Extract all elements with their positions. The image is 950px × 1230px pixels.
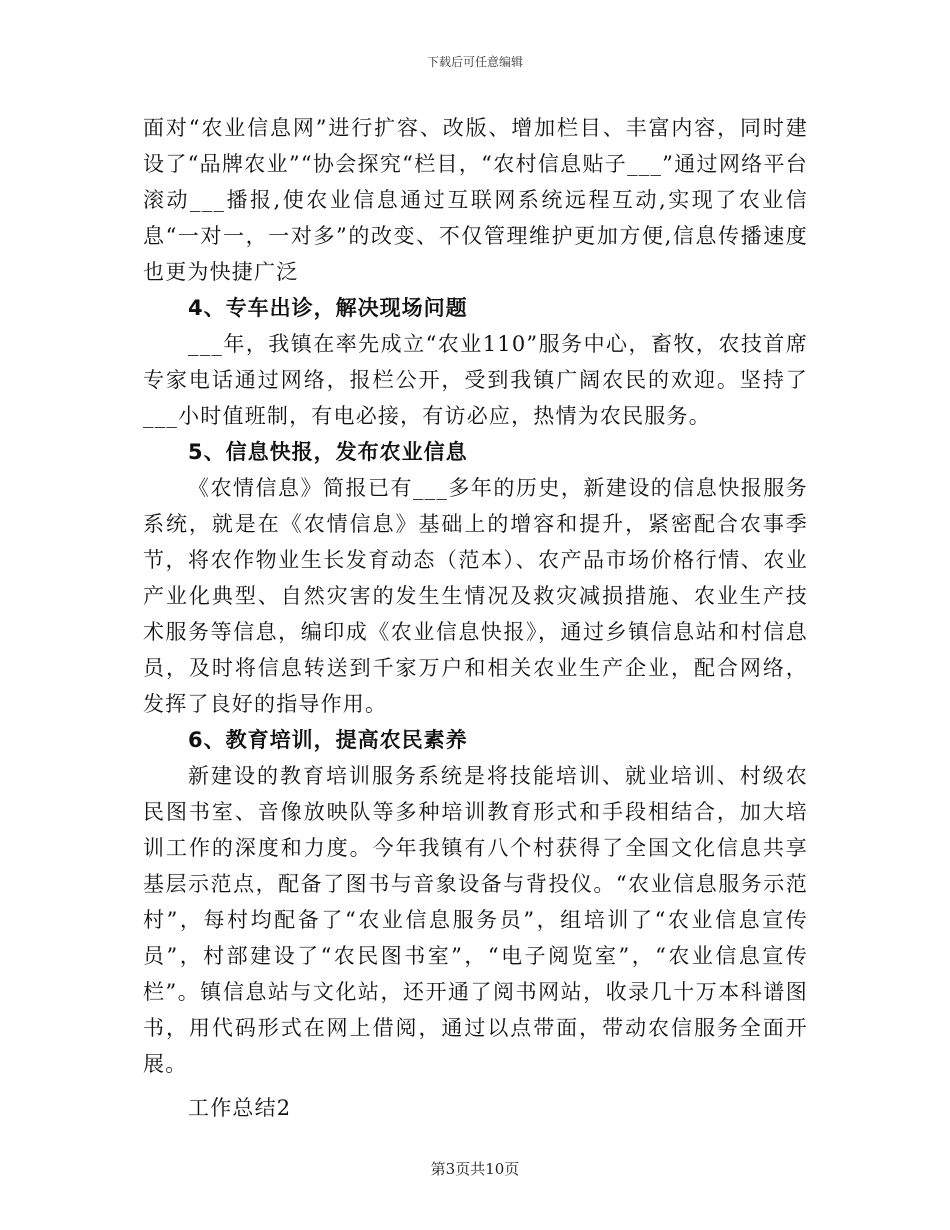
paragraph-education-training: 新建设的教育培训服务系统是将技能培训、就业培训、村级农民图书室、音像放映队等多种培训教育形式和手段相结合，加大培训工作的深度和力度。今年我镇有八个村获得了全国文化信息共享基层示范点，配备了图书与音象设备与背投仪。“农业信息服务示范村”，每村均配备了“农业信息服务员”，组培训了“农业信息宣传员”，村部建设了“农民图书室”，“电子阅览室”，“农业信息宣传栏”。镇信息站与文化站，还开通了阅书网站，收录几十万本科谱图书，用代码形式在网上借阅，通过以点带面，带动农信服务全面开展。 [143, 764, 808, 1076]
section-heading-6: 6、教育培训，提高农民素养 [188, 728, 468, 752]
paragraph-info-bulletin: 《农情信息》简报已有___多年的历史，新建设的信息快报服务系统，就是在《农情信息》基础上的增容和提升，紧密配合农事季节，将农作物业生长发育动态（范本）、农产品市场价格行情、农业产业化典型、自然灾害的发生生情况及救灾减损措施、农业生产技术服务等信息，编印成《农业信息快报》，通过乡镇信息站和村信息员，及时将信息转送到千家万户和相关农业生产企业，配合网络，发挥了良好的指导作用。 [143, 476, 808, 716]
page-footer: 第3页共10页 [430, 1160, 520, 1178]
paragraph-website-expansion: 面对“农业信息网”进行扩容、改版、增加栏目、丰富内容，同时建设了“品牌农业”“协会探究“栏目，“农村信息贴子___”通过网络平台滚动___播报,使农业信息通过互联网系统远程互动,实现了农业信息“一对一，一对多”的改变、不仅管理维护更加方便,信息传播速度也更为快捷广泛 [143, 116, 808, 284]
paragraph-summary-2: 工作总结2 [188, 1096, 292, 1120]
section-heading-4: 4、专车出诊，解决现场问题 [188, 296, 468, 320]
paragraph-service-center: ___年，我镇在率先成立“农业110”服务中心，畜牧，农技首席专家电话通过网络，报栏公开，受到我镇广阔农民的欢迎。坚持了___小时值班制，有电必接，有访必应，热情为农民服务。 [143, 332, 808, 428]
section-heading-5: 5、信息快报，发布农业信息 [188, 440, 468, 464]
document-body [143, 110, 808, 1126]
page-header: 下载后可任意编辑 [426, 55, 523, 69]
